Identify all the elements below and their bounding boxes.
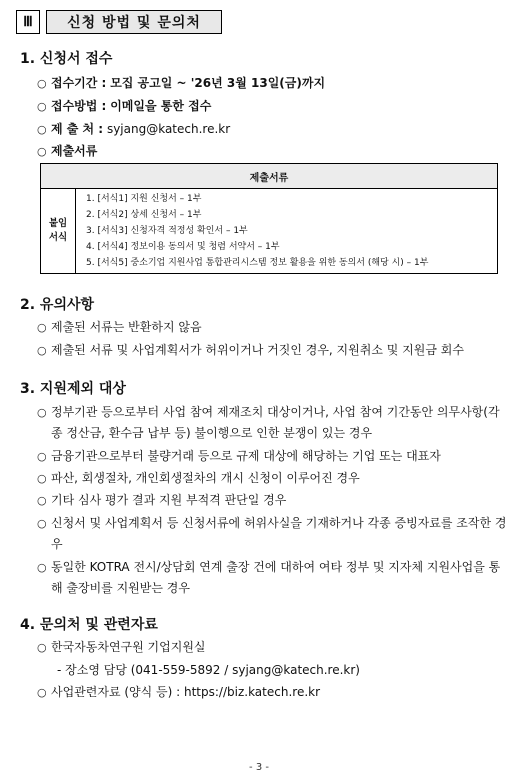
bullet-icon: ○ [37,344,47,357]
bullet-icon: ○ [37,686,47,699]
attachment-label-line2: 서식 [48,232,68,243]
exclusion-text: 금융기관으로부터 불량거래 등으로 규제 대상에 해당하는 기업 또는 대표자 [51,449,441,463]
contact-person: - 장소영 담당 (041-559-5892 / syjang@katech.re.kr) [57,663,360,677]
document-item: 4. [서식4] 정보이용 동의서 및 청렴 서약서 – 1부 [86,242,280,252]
method-value: 이메일을 통한 접수 [110,99,212,113]
bullet-icon: ○ [37,472,47,485]
exclusion-item [37,513,511,555]
material-item [37,682,511,703]
bullet-icon: ○ [37,517,47,530]
section-number: Ⅲ [16,10,40,34]
section1-title: 1. 신청서 접수 [20,51,113,67]
page-number: - 3 - [249,762,269,773]
contact-org-item [37,637,511,658]
documents-table [40,163,498,274]
bullet-icon: ○ [37,406,47,419]
submit-email: syjang@katech.re.kr [106,122,231,136]
documents-table-header: 제출서류 [41,164,498,189]
bullet-icon: ○ [37,77,47,90]
notice-text: 제출된 서류는 반환하지 않음 [51,320,202,334]
exclusion-item [37,557,511,599]
section-header [16,10,222,34]
bullet-icon: ○ [37,145,47,158]
bullet-icon: ○ [37,100,47,113]
section3-title: 3. 지원제외 대상 [20,381,126,397]
notice-text: 제출된 서류 및 사업계획서가 허위이거나 거짓인 경우, 지원취소 및 지원금 회수 [51,343,464,357]
section2-title: 2. 유의사항 [20,297,95,313]
bullet-icon: ○ [37,321,47,334]
notice-item [37,317,511,338]
document-item: 5. [서식5] 중소기업 지원사업 통합관리시스템 정보 활용을 위한 동의서 (해당 시) – 1부 [86,258,429,268]
notice-item [37,340,511,361]
exclusion-item [37,490,511,511]
bullet-icon: ○ [37,450,47,463]
bullet-icon: ○ [37,561,47,574]
period-label: 접수기간 : [51,76,107,90]
contact-org: 한국자동차연구원 기업지원실 [51,640,206,654]
docs-item [37,141,511,162]
exclusion-text: 정부기관 등으로부터 사업 참여 제재조치 대상이거나, 사업 참여 기간동안 의무사항(각종 정산금, 환수금 납부 등) 불이행으로 인한 분쟁이 있는 경우 [51,405,500,440]
exclusion-item [37,446,511,467]
bullet-icon: ○ [37,494,47,507]
exclusion-item [37,468,511,489]
method-item [37,96,511,117]
bullet-icon: ○ [37,123,47,136]
material-link: 사업관련자료 (양식 등) : https://biz.katech.re.kr [51,685,321,699]
exclusion-text: 신청서 및 사업계획서 등 신청서류에 허위사실을 기재하거나 각종 증빙자료를 조작한 경우 [51,516,507,551]
section4-title: 4. 문의처 및 관련자료 [20,617,158,633]
period-item [37,73,511,94]
exclusion-text: 파산, 회생절차, 개인회생절차의 개시 신청이 이루어진 경우 [51,471,360,485]
exclusion-text: 기타 심사 평가 결과 지원 부적격 판단일 경우 [51,493,287,507]
document-item: 2. [서식2] 상세 신청서 – 1부 [86,210,202,220]
section-title: 신청 방법 및 문의처 [46,10,222,34]
submit-label: 제 출 처 : [51,122,104,136]
attachment-label [41,189,76,274]
attachment-label-line1: 붙임 [48,218,68,229]
method-label: 접수방법 : [51,99,107,113]
submit-item [37,119,511,140]
bullet-icon: ○ [37,641,47,654]
documents-list [76,189,498,274]
document-item: 3. [서식3] 신청자격 적정성 확인서 – 1부 [86,226,248,236]
document-item: 1. [서식1] 지원 신청서 – 1부 [86,194,202,204]
exclusion-text: 동일한 KOTRA 전시/상담회 연계 출장 건에 대하여 여타 정부 및 지자체 지원사업을 통해 출장비를 지원받는 경우 [51,560,501,595]
docs-label: 제출서류 [51,144,98,158]
period-value: 모집 공고일 ~ '26년 3월 13일(금)까지 [110,76,326,90]
exclusion-item [37,402,511,444]
